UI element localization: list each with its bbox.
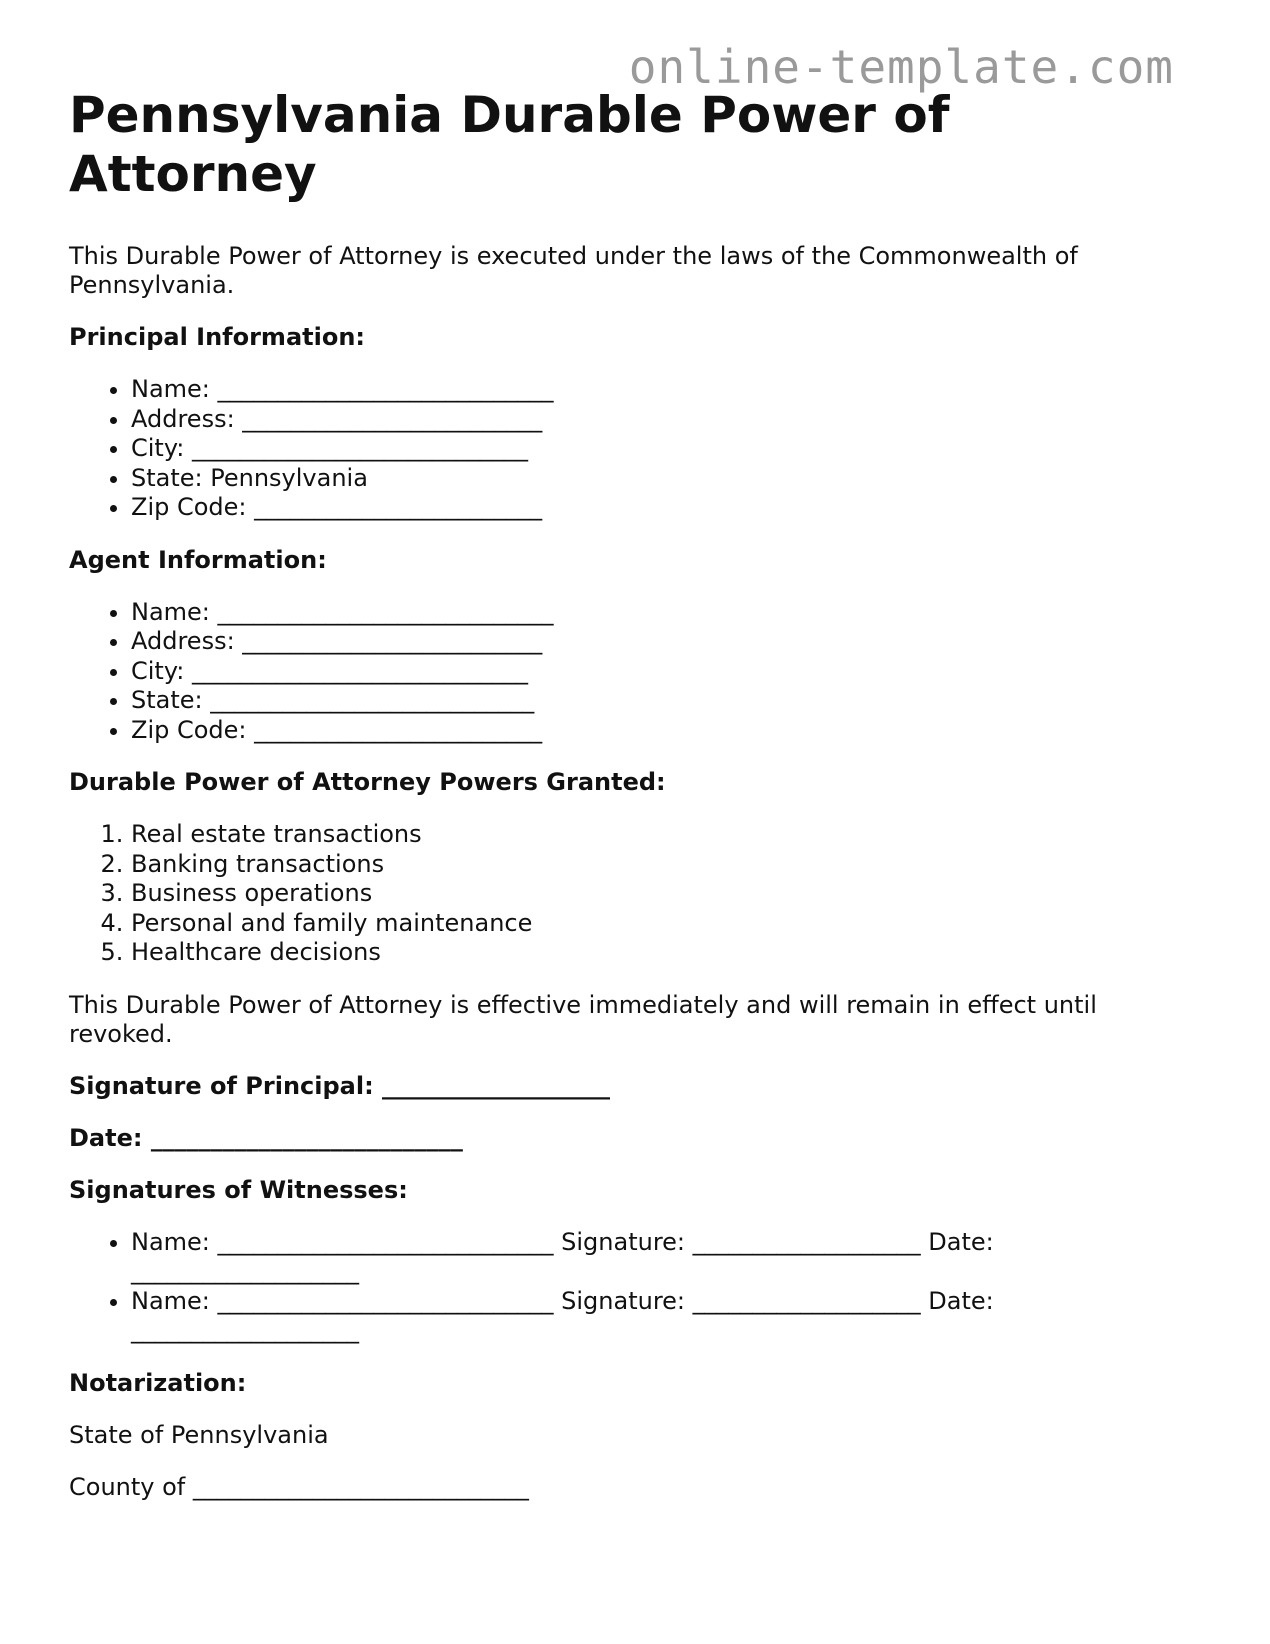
power-item: 5. Healthcare decisions (131, 938, 1169, 968)
principal-city-field[interactable]: • City: ____________________________ (131, 434, 1169, 464)
agent-state-field[interactable]: • State: ___________________________ (131, 686, 1169, 716)
witnesses-list (69, 1228, 1091, 1346)
date-row (69, 1124, 1169, 1153)
power-item: 2. Banking transactions (131, 850, 1169, 880)
principal-signature-row (69, 1072, 1169, 1101)
notary-county[interactable]: County of ____________________________ (69, 1472, 529, 1501)
powers-heading: Durable Power of Attorney Powers Granted: (69, 768, 666, 796)
notary-state: State of Pennsylvania (69, 1420, 329, 1449)
agent-address-field[interactable]: • Address: _________________________ (131, 627, 1169, 657)
agent-zip-field[interactable]: • Zip Code: ________________________ (131, 716, 1169, 746)
principal-address-field[interactable]: • Address: _________________________ (131, 405, 1169, 435)
date-line[interactable]: __________________________ (150, 1123, 463, 1152)
witnesses-heading: Signatures of Witnesses: (69, 1175, 408, 1204)
document-page (69, 86, 1169, 1502)
principal-signature-line[interactable]: ___________________ (382, 1071, 611, 1100)
principal-signature-label: Signature of Principal: (69, 1071, 374, 1100)
principal-list (69, 375, 1169, 523)
principal-zip-field[interactable]: • Zip Code: ________________________ (131, 493, 1169, 523)
witness-row[interactable]: • Name: ____________________________ Signature: ___________________ Date: ___________________ (131, 1287, 1091, 1346)
watermark-text: online-template.com (628, 40, 1174, 94)
date-label: Date: (69, 1123, 143, 1152)
intro-paragraph: This Durable Power of Attorney is executed under the laws of the Commonwealth of Pennsylvania. (69, 242, 1078, 299)
witness-row[interactable]: • Name: ____________________________ Signature: ___________________ Date: ___________________ (131, 1228, 1091, 1287)
agent-heading: Agent Information: (69, 545, 327, 574)
document-title: Pennsylvania Durable Power of Attorney (69, 86, 950, 203)
power-item: 3. Business operations (131, 879, 1169, 909)
notarization-heading: Notarization: (69, 1368, 247, 1397)
agent-name-field[interactable]: • Name: ____________________________ (131, 598, 1169, 628)
principal-heading: Principal Information: (69, 323, 366, 351)
agent-list (69, 598, 1169, 746)
power-item: 1. Real estate transactions (131, 820, 1169, 850)
agent-city-field[interactable]: • City: ____________________________ (131, 657, 1169, 687)
powers-list (69, 820, 1169, 968)
effective-paragraph: This Durable Power of Attorney is effective immediately and will remain in effect until revoked. (69, 990, 1097, 1048)
principal-name-field[interactable]: • Name: ____________________________ (131, 375, 1169, 405)
power-item: 4. Personal and family maintenance (131, 909, 1169, 939)
principal-state-field: • State: Pennsylvania (131, 464, 1169, 494)
